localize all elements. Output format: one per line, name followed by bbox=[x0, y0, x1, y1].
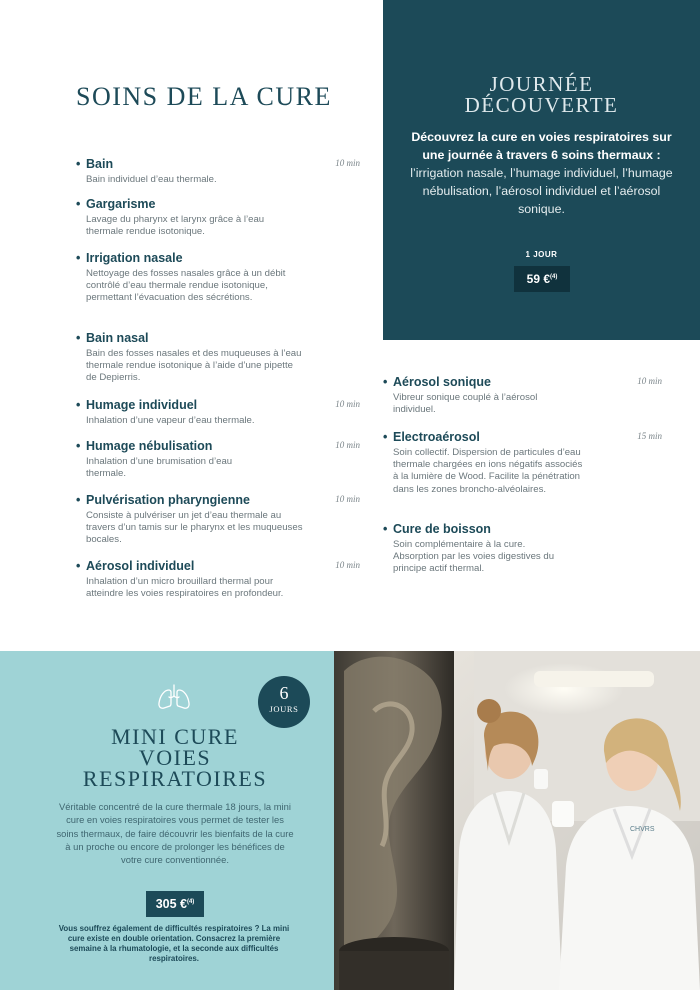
mini-cure-price-note: (4) bbox=[186, 899, 195, 905]
care-name: • Gargarisme bbox=[76, 197, 326, 212]
care-item-irrigation-nasale bbox=[76, 251, 326, 305]
discovery-price: 59 € bbox=[526, 272, 550, 286]
care-duration: 10 min bbox=[335, 158, 360, 168]
mini-cure-title-line-1: MINI CURE bbox=[111, 724, 239, 749]
page-title: SOINS DE LA CURE bbox=[76, 82, 332, 111]
spa-photo bbox=[334, 651, 700, 990]
mini-cure-price-tag bbox=[146, 891, 204, 917]
care-item-pulverisation-pharyngienne bbox=[76, 493, 360, 547]
care-duration: 15 min bbox=[637, 431, 662, 441]
discovery-description-rest: l’irrigation nasale, l’humage individuel, l’humage nébulisation, l’aérosol individuel et l’aérosol sonique. bbox=[410, 166, 673, 216]
duration-badge bbox=[258, 676, 310, 728]
care-name: • Electroaérosol bbox=[383, 430, 633, 445]
mini-cure-title bbox=[40, 726, 310, 789]
care-duration: 10 min bbox=[637, 376, 662, 386]
mini-cure-description: Véritable concentré de la cure thermale 18 jours, la mini cure en voies respiratoires vous permet de tester les soins thermaux, de faire découvrir les bienfaits de la cure à un proche ou encore de prolonger les bénéfices de votre cure conventionnée. bbox=[56, 801, 294, 866]
discovery-title-line-1: JOURNÉE bbox=[489, 72, 594, 96]
care-name: • Humage individuel bbox=[76, 398, 326, 413]
care-description: Consiste à pulvériser un jet d’eau thermale au travers d’un tamis sur le pharynx et les muqueuses bocales. bbox=[86, 510, 303, 546]
mini-cure-note: Vous souffrez également de difficultés respiratoires ? La mini cure existe en double orientation. Consacrez la première semaine à la rhumatologie, et la seconde aux difficultés respiratoires. bbox=[58, 924, 290, 963]
mini-cure-price: 305 € bbox=[155, 897, 187, 911]
care-description: Soin collectif. Dispersion de particules d’eau thermale chargées en ions négatifs associés à la lumière de Wood. Facilite la pénétration dans les zones broncho-alvéolaires. bbox=[393, 447, 583, 495]
care-name: • Cure de boisson bbox=[383, 522, 633, 537]
care-duration: 10 min bbox=[335, 399, 360, 409]
care-name: • Aérosol individuel bbox=[76, 559, 326, 574]
discovery-description-bold: Découvrez la cure en voies respiratoires sur une journée à travers 6 soins thermaux : bbox=[411, 130, 672, 162]
care-item-aerosol-sonique bbox=[383, 375, 662, 416]
care-description: Inhalation d’une vapeur d’eau thermale. bbox=[86, 415, 255, 426]
care-description: Soin complémentaire à la cure. Absorption par les voies digestives du principe actif thermal. bbox=[393, 539, 555, 575]
discovery-duration: 1 JOUR bbox=[525, 250, 558, 259]
care-description: Inhalation d’un micro brouillard thermal pour atteindre les voies respiratoires en profondeur. bbox=[86, 576, 284, 600]
care-duration: 10 min bbox=[335, 494, 360, 504]
care-item-cure-de-boisson bbox=[383, 522, 633, 576]
care-name: • Irrigation nasale bbox=[76, 251, 326, 266]
care-description: Bain individuel d’eau thermale. bbox=[86, 174, 217, 185]
lungs-icon bbox=[156, 683, 192, 711]
care-description: Bain des fosses nasales et des muqueuses à l’eau thermale rendue isotonique à l’aide d’une pipette de Depierris. bbox=[86, 348, 302, 384]
care-name: • Bain nasal bbox=[76, 331, 326, 346]
care-item-humage-nebulisation bbox=[76, 439, 360, 480]
discovery-description bbox=[403, 128, 680, 218]
care-item-bain bbox=[76, 157, 360, 186]
care-duration: 10 min bbox=[335, 560, 360, 570]
care-item-humage-individuel bbox=[76, 398, 360, 427]
mini-cure-title-line-2: VOIES bbox=[138, 745, 212, 770]
care-name: • Humage nébulisation bbox=[76, 439, 326, 454]
care-description: Nettoyage des fosses nasales grâce à un débit contrôlé d’eau thermale rendue isotonique, permettant l’évacuation des sécrétions. bbox=[86, 268, 286, 304]
care-item-bain-nasal bbox=[76, 331, 326, 385]
care-description: Inhalation d’une brumisation d’eau thermale. bbox=[86, 456, 233, 480]
care-name: • Bain bbox=[76, 157, 326, 172]
care-description: Lavage du pharynx et larynx grâce à l’eau thermale rendue isotonique. bbox=[86, 214, 265, 238]
care-name: • Aérosol sonique bbox=[383, 375, 633, 390]
mini-cure-title-line-3: RESPIRATOIRES bbox=[82, 766, 268, 791]
badge-label: JOURS bbox=[269, 704, 299, 714]
care-item-aerosol-individuel bbox=[76, 559, 360, 600]
care-name: • Pulvérisation pharyngienne bbox=[76, 493, 326, 508]
care-duration: 10 min bbox=[335, 440, 360, 450]
discovery-title-line-2: DÉCOUVERTE bbox=[464, 93, 619, 117]
care-description: Vibreur sonique couplé à l’aérosol individuel. bbox=[393, 392, 538, 416]
robe-logo: CHVRS bbox=[630, 826, 655, 833]
badge-number: 6 bbox=[279, 683, 289, 703]
care-item-electroaerosol bbox=[383, 430, 662, 496]
care-item-gargarisme bbox=[76, 197, 326, 238]
discovery-price-note: (4) bbox=[550, 274, 558, 280]
discovery-price-tag bbox=[514, 266, 570, 292]
